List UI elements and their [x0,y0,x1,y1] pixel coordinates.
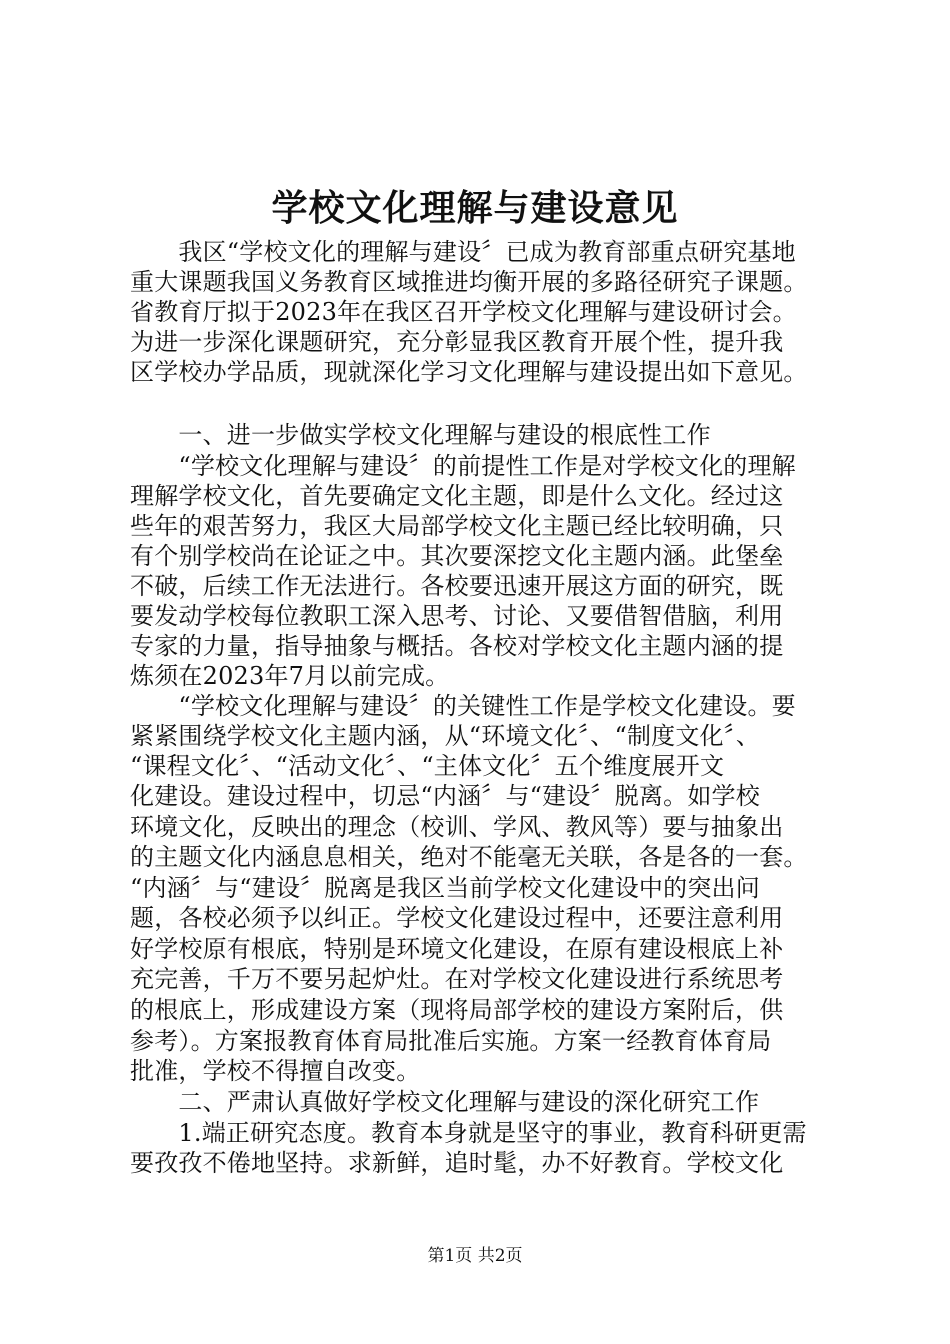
body-line-23: 好学校原有根底，特别是环境文化建设，在原有建设根底上补 [130,935,784,963]
body-line-27: 批准，学校不得擅自改变。 [130,1057,421,1085]
body-line-11: 不破，后续工作无法进行。各校要迅速开展这方面的研究，既 [130,572,784,600]
body-line-15: “学校文化理解与建设〞的关键性工作是学校文化建设。要 [130,692,796,720]
body-line-29: 1.端正研究态度。教育本身就是坚守的事业，教育科研更需 [130,1119,807,1147]
body-line-24: 充完善，千万不要另起炉灶。在对学校文化建设进行系统思考 [130,965,784,993]
body-line-5: 区学校办学品质，现就深化学习文化理解与建设提出如下意见。 [130,358,808,386]
body-line-21: “内涵〞与“建设〞脱离是我区当前学校文化建设中的突出问 [130,874,760,902]
body-line-19: 环境文化，反映出的理念（校训、学风、教风等）要与抽象出 [130,813,784,841]
section-heading-2: 二、严肃认真做好学校文化理解与建设的深化研究工作 [130,1088,760,1116]
body-line-8: 理解学校文化，首先要确定文化主题，即是什么文化。经过这 [130,482,784,510]
body-line-3: 省教育厅拟于2023年在我区召开学校文化理解与建设研讨会。 [130,298,797,326]
body-line-9: 些年的艰苦努力，我区大局部学校文化主题已经比较明确，只 [130,512,784,540]
body-line-16: 紧紧围绕学校文化主题内涵，从“环境文化〞、“制度文化〞、 [130,722,761,750]
body-line-22: 题，各校必须予以纠正。学校文化建设过程中，还要注意利用 [130,904,784,932]
document-title: 学校文化理解与建设意见 [271,187,679,229]
body-line-2: 重大课题我国义务教育区域推进均衡开展的多路径研究子课题。 [130,268,808,296]
body-line-13: 专家的力量，指导抽象与概括。各校对学校文化主题内涵的提 [130,632,784,660]
body-line-10: 有个别学校尚在论证之中。其次要深挖文化主题内涵。此堡垒 [130,542,784,570]
body-line-12: 要发动学校每位教职工深入思考、讨论、又要借智借脑，利用 [130,602,784,630]
body-line-25: 的根底上，形成建设方案（现将局部学校的建设方案附后，供 [130,996,784,1024]
body-line-30: 要孜孜不倦地坚持。求新鲜，追时髦，办不好教育。学校文化 [130,1149,784,1177]
page-number-footer: 第1页 共2页 [427,1246,523,1266]
body-line-1: 我区“学校文化的理解与建设〞已成为教育部重点研究基地 [130,238,796,266]
body-line-18: 化建设。建设过程中，切忌“内涵〞与“建设〞脱离。如学校 [130,782,760,810]
body-line-14: 炼须在2023年7月以前完成。 [130,662,450,690]
body-line-4: 为进一步深化课题研究，充分彰显我区教育开展个性，提升我 [130,328,784,356]
body-line-20: 的主题文化内涵息息相关，绝对不能毫无关联，各是各的一套。 [130,843,808,871]
body-line-26: 参考）。方案报教育体育局批准后实施。方案一经教育体育局 [130,1027,772,1055]
body-line-17: “课程文化〞、“活动文化〞、“主体文化〞五个维度展开文 [130,752,725,780]
section-heading-1: 一、进一步做实学校文化理解与建设的根底性工作 [130,421,711,449]
body-line-7: “学校文化理解与建设〞的前提性工作是对学校文化的理解 [130,452,796,480]
